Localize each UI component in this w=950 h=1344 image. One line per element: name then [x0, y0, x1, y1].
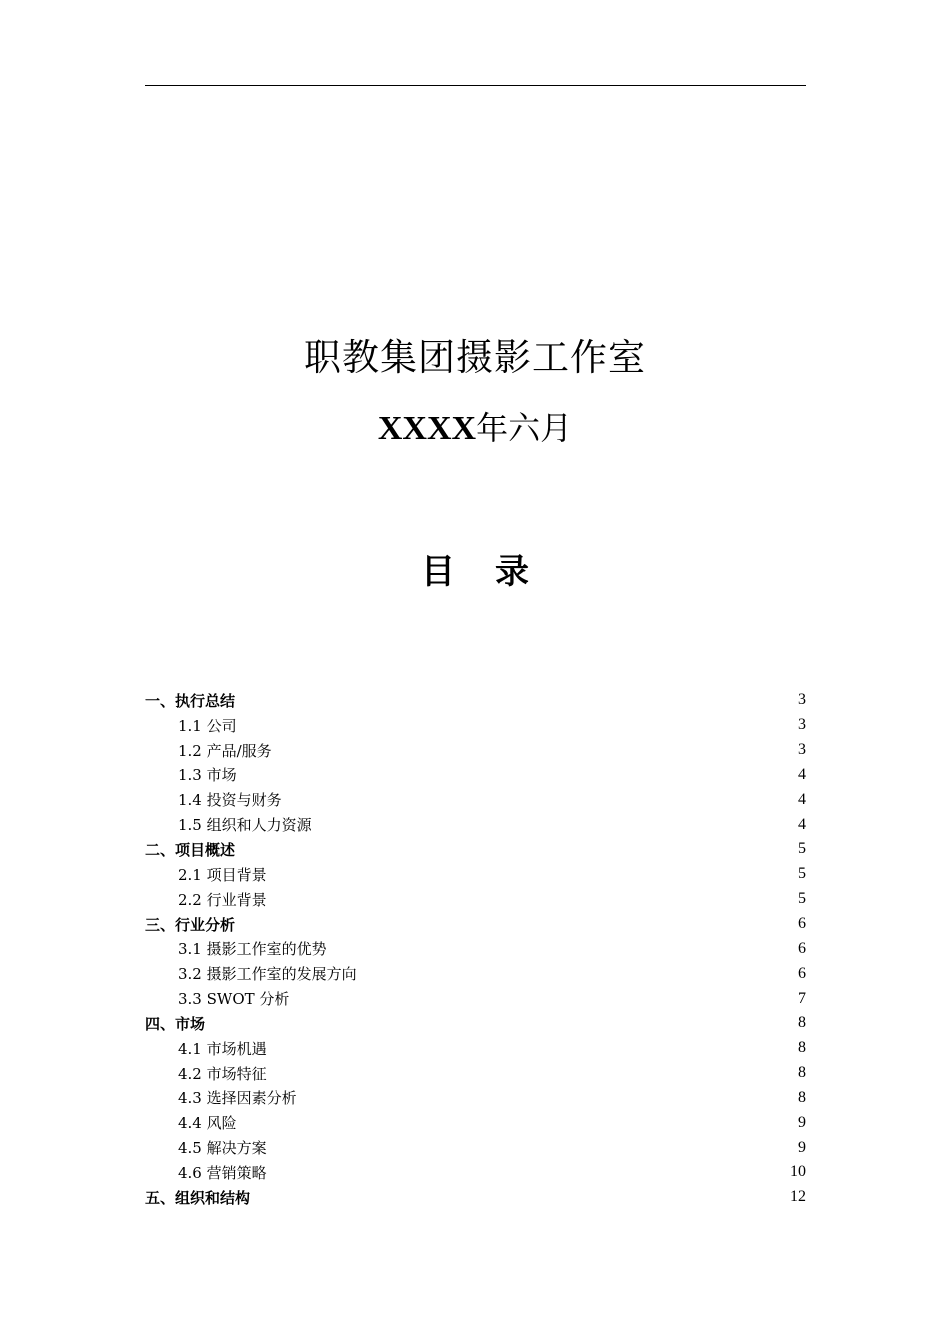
toc-entry[interactable]: [145, 1061, 806, 1086]
toc-entry-label: 二、项目概述: [145, 840, 236, 859]
toc-entry-label: 4.6 营销策略: [178, 1163, 267, 1182]
toc-entry-page-number: 5: [798, 890, 806, 908]
toc-entry-label: 2.1 项目背景: [178, 865, 267, 884]
toc-entry-page-number: 9: [798, 1138, 806, 1156]
toc-entry-label: 4.3 选择因素分析: [178, 1089, 297, 1108]
toc-entry-label: 4.4 风险: [178, 1114, 237, 1133]
toc-entry-label: 2.2 行业背景: [178, 890, 267, 909]
toc-entry-page-number: 8: [798, 1064, 806, 1082]
toc-entry-label: 4.1 市场机遇: [178, 1039, 267, 1058]
toc-entry[interactable]: [145, 738, 806, 763]
toc-entry[interactable]: [145, 1135, 806, 1160]
toc-entry-label: 四、市场: [145, 1014, 206, 1033]
document-date: [0, 402, 950, 455]
toc-heading: 目录: [421, 552, 569, 592]
toc-entry[interactable]: [145, 887, 806, 912]
toc-entry-page-number: 3: [798, 716, 806, 734]
toc-entry-page-number: 4: [798, 765, 806, 783]
toc-entry[interactable]: [145, 1185, 806, 1210]
toc-entry[interactable]: [145, 812, 806, 837]
header-rule: [145, 85, 806, 86]
table-of-contents: [145, 688, 806, 1210]
toc-entry[interactable]: [145, 713, 806, 738]
document-date-month: 年六月: [476, 409, 573, 447]
toc-entry-page-number: 3: [798, 691, 806, 709]
toc-entry-label: 一、执行总结: [145, 691, 236, 710]
toc-entry[interactable]: [145, 986, 806, 1011]
toc-entry-page-number: 6: [798, 939, 806, 957]
toc-entry-label: 4.2 市场特征: [178, 1064, 267, 1083]
toc-entry[interactable]: [145, 1011, 806, 1036]
toc-entry-label: 3.3 SWOT 分析: [178, 990, 290, 1009]
toc-entry-page-number: 4: [798, 815, 806, 833]
toc-entry-page-number: 10: [790, 1163, 806, 1181]
toc-entry-page-number: 3: [798, 741, 806, 759]
toc-entry[interactable]: [145, 961, 806, 986]
toc-entry[interactable]: [145, 763, 806, 788]
toc-entry-label: 4.5 解决方案: [178, 1139, 267, 1158]
toc-entry[interactable]: [145, 787, 806, 812]
document-date-year: XXXX: [377, 410, 477, 447]
toc-entry-page-number: 9: [798, 1113, 806, 1131]
toc-entry-label: 五、组织和结构: [145, 1188, 251, 1207]
toc-entry-page-number: 5: [798, 840, 806, 858]
document-title: 职教集团摄影工作室: [304, 336, 646, 379]
toc-entry[interactable]: [145, 862, 806, 887]
toc-entry[interactable]: [145, 1086, 806, 1111]
toc-entry-page-number: 6: [798, 915, 806, 933]
toc-entry-page-number: 8: [798, 1014, 806, 1032]
toc-entry[interactable]: [145, 936, 806, 961]
toc-entry-label: 3.2 摄影工作室的发展方向: [178, 965, 357, 984]
toc-entry[interactable]: [145, 1036, 806, 1061]
toc-entry-page-number: 4: [798, 790, 806, 808]
toc-entry-page-number: 12: [790, 1188, 806, 1206]
toc-entry-label: 1.5 组织和人力资源: [178, 816, 312, 835]
toc-entry[interactable]: [145, 837, 806, 862]
toc-entry-label: 1.2 产品/服务: [178, 741, 272, 760]
toc-entry-label: 1.1 公司: [178, 716, 237, 735]
toc-entry[interactable]: [145, 1160, 806, 1185]
toc-entry-label: 3.1 摄影工作室的优势: [178, 940, 327, 959]
toc-entry-page-number: 5: [798, 865, 806, 883]
toc-entry-page-number: 7: [798, 989, 806, 1007]
toc-entry-page-number: 6: [798, 964, 806, 982]
toc-entry[interactable]: [145, 912, 806, 937]
toc-entry-label: 1.3 市场: [178, 766, 237, 785]
toc-entry-label: 三、行业分析: [145, 915, 236, 934]
toc-entry-label: 1.4 投资与财务: [178, 791, 282, 810]
toc-entry-page-number: 8: [798, 1039, 806, 1057]
toc-entry[interactable]: [145, 688, 806, 713]
toc-entry-page-number: 8: [798, 1088, 806, 1106]
toc-entry[interactable]: [145, 1110, 806, 1135]
